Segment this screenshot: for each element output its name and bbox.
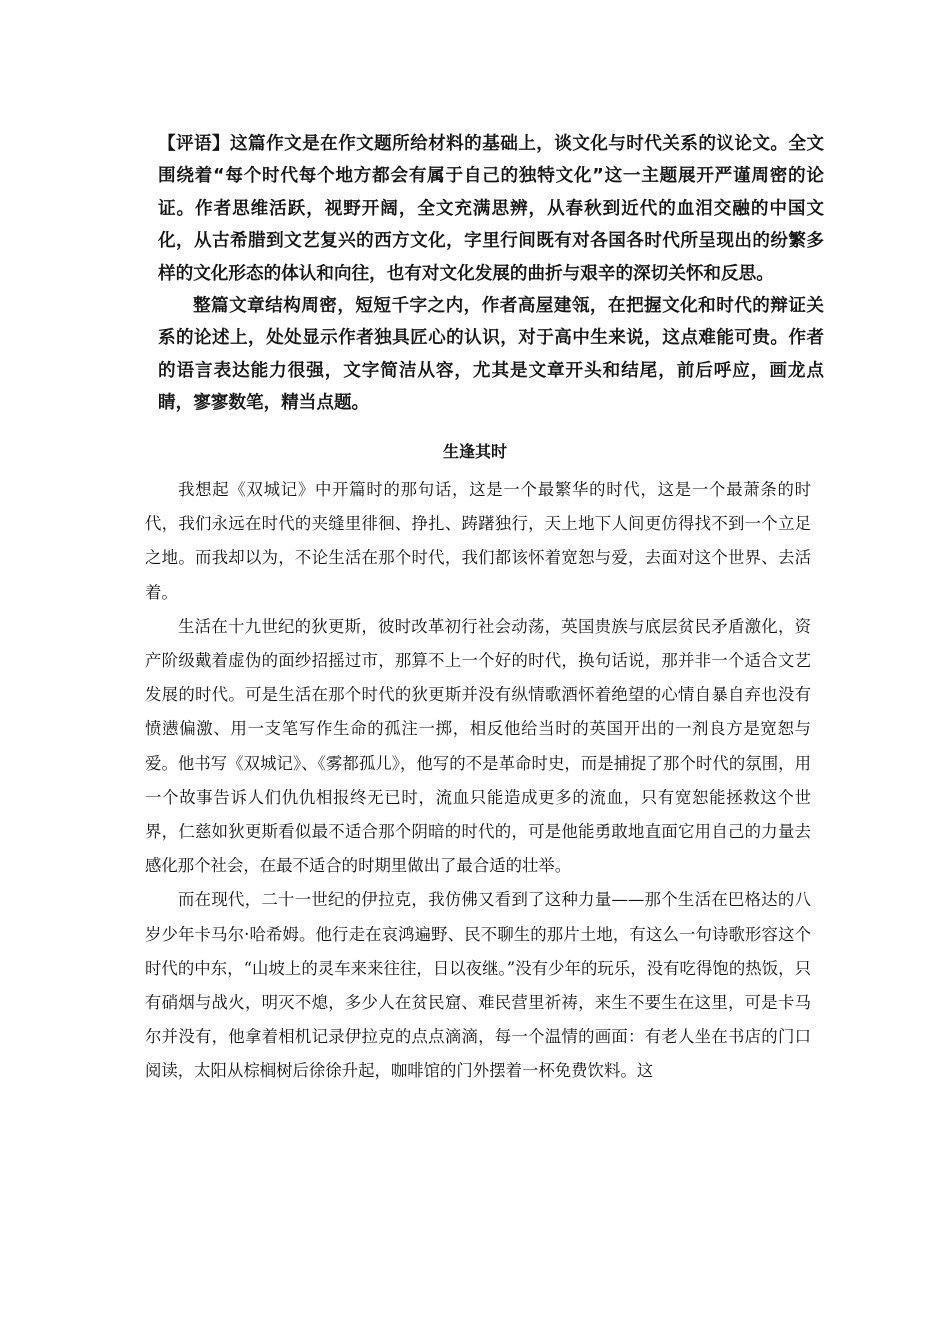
essay-body <box>145 473 811 1089</box>
commentary-block <box>158 128 824 420</box>
essay-title: 生逢其时 <box>442 442 507 461</box>
essay-paragraph: 生活在十九世纪的狄更斯，彼时改革初行社会动荡，英国贵族与底层贫民矛盾激化，资产阶级戴着虚伪的面纱招摇过市，那算不上一个好的时代，换句话说，那并非一个适合文艺发展的时代。可是生活在那个时代的狄更斯并没有纵情歌酒怀着绝望的心情自暴自弃也没有愤懑偏激、用一支笔写作生命的孤注一掷，相反他给当时的英国开出的一剂良方是宽恕与爱。他书写《双城记》、《雾都孤儿》，他写的不是革命时史，而是捕捉了那个时代的氛围，用一个故事告诉人们仇仇相报终无已时，流血只能造成更多的流血，只有宽恕能拯救这个世界，仁慈如狄更斯看似最不适合那个阴暗的时代的，可是他能勇敢地直面它用自己的力量去感化那个社会，在最不适合的时期里做出了最合适的壮举。 <box>145 616 811 876</box>
commentary-paragraph: 整篇文章结构周密，短短千字之内，作者高屋建瓴，在把握文化和时代的辩证关系的论述上，处处显示作者独具匠心的认识，对于高中生来说，这点难能可贵。作者的语言表达能力很强，文字简洁从容，尤其是文章开头和结尾，前后呼应，画龙点睛，寥寥数笔，精当点题。 <box>158 296 824 414</box>
commentary-paragraph: 【评语】这篇作文是在作文题所给材料的基础上，谈文化与时代关系的议论文。全文围绕着“每个时代每个地方都会有属于自己的独特文化”这一主题展开严谨周密的论证。作者思维活跃，视野开阔，全文充满思辨，从春秋到近代的血泪交融的中国文化，从古希腊到文艺复兴的西方文化，字里行间既有对各国各时代所呈现出的纷繁多样的文化形态的体认和向往，也有对文化发展的曲折与艰辛的深切关怀和反思。 <box>158 134 824 284</box>
essay-paragraph: 我想起《双城记》中开篇时的那句话，这是一个最繁华的时代，这是一个最萧条的时代，我们永远在时代的夹缝里徘徊、挣扎、踌躇独行，天上地下人间更仿得找不到一个立足之地。而我却以为，不论生活在那个时代，我们都该怀着宽恕与爱，去面对这个世界、去活着。 <box>145 480 811 602</box>
essay-paragraph: 而在现代，二十一世纪的伊拉克，我仿佛又看到了这种力量——那个生活在巴格达的八岁少年卡马尔·哈希姆。他行走在哀鸿遍野、民不聊生的那片土地，有这么一句诗歌形容这个时代的中东，“山坡上的灵车来来往往，日以夜继。”没有少年的玩乐，没有吃得饱的热饭，只有硝烟与战火，明灭不熄，多少人在贫民窟、难民营里祈祷，来生不要生在这里，可是卡马尔并没有，他拿着相机记录伊拉克的点点滴滴，每一个温情的画面：有老人坐在书店的门口阅读，太阳从棕榈树后徐徐升起，咖啡馆的门外摆着一杯免费饮料。这 <box>145 890 811 1081</box>
